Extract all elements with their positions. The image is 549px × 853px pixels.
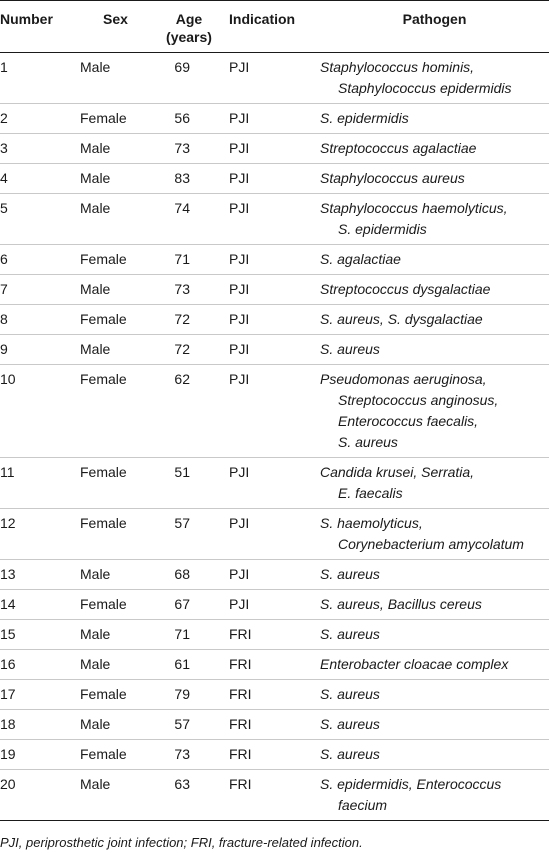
pathogen-line: Staphylococcus haemolyticus, xyxy=(320,200,508,216)
table-row xyxy=(0,365,549,458)
cell-indication: PJI xyxy=(229,281,250,297)
cell-pathogen xyxy=(320,650,549,680)
cell-age: 83 xyxy=(174,170,190,186)
cell-number: 18 xyxy=(0,716,16,732)
cell-age: 63 xyxy=(174,776,190,792)
cell-pathogen xyxy=(320,509,549,560)
cell-pathogen xyxy=(320,194,549,245)
cell-age: 51 xyxy=(174,464,190,480)
cell-pathogen xyxy=(320,590,549,620)
cell-age: 73 xyxy=(174,281,190,297)
table-row xyxy=(0,509,549,560)
pathogen-line: S. aureus xyxy=(320,566,380,582)
cell-sex: Female xyxy=(80,515,127,531)
header-sex: Sex xyxy=(103,11,128,27)
table-row xyxy=(0,104,549,134)
cell-indication: PJI xyxy=(229,464,250,480)
table-row xyxy=(0,590,549,620)
table-row xyxy=(0,335,549,365)
pathogen-line: Enterobacter cloacae complex xyxy=(320,656,509,672)
cell-number: 12 xyxy=(0,515,16,531)
cell-sex: Female xyxy=(80,251,127,267)
cell-sex: Female xyxy=(80,311,127,327)
pathogen-line: Streptococcus anginosus, xyxy=(338,392,499,408)
pathogen-line: Streptococcus agalactiae xyxy=(320,140,477,156)
pathogen-line: Streptococcus dysgalactiae xyxy=(320,281,491,297)
cell-indication: PJI xyxy=(229,371,250,387)
pathogen-line: Enterococcus faecalis, xyxy=(338,413,479,429)
cell-number: 15 xyxy=(0,626,16,642)
cell-age: 68 xyxy=(174,566,190,582)
cell-sex: Male xyxy=(80,341,111,357)
cell-number: 9 xyxy=(0,341,8,357)
cell-pathogen xyxy=(320,275,549,305)
cell-number: 19 xyxy=(0,746,16,762)
cell-sex: Male xyxy=(80,626,111,642)
table-footnote: PJI, periprosthetic joint infection; FRI, fracture-related infection. xyxy=(0,835,363,850)
cell-age: 57 xyxy=(174,716,190,732)
cell-number: 17 xyxy=(0,686,16,702)
cell-sex: Female xyxy=(80,464,127,480)
header-indication: Indication xyxy=(229,11,296,27)
cell-age: 71 xyxy=(174,626,190,642)
header-pathogen: Pathogen xyxy=(402,11,467,27)
pathogen-line: S. epidermidis, Enterococcus xyxy=(320,776,502,792)
cell-age: 74 xyxy=(174,200,190,216)
cell-number: 20 xyxy=(0,776,16,792)
table-row xyxy=(0,650,549,680)
table-row xyxy=(0,245,549,275)
cell-age: 73 xyxy=(174,140,190,156)
cell-age: 69 xyxy=(174,59,190,75)
pathogen-line: S. aureus xyxy=(320,626,380,642)
cell-sex: Male xyxy=(80,656,111,672)
table-row xyxy=(0,680,549,710)
cell-sex: Male xyxy=(80,170,111,186)
table-row xyxy=(0,710,549,740)
cell-age: 56 xyxy=(174,110,190,126)
cell-pathogen xyxy=(320,458,549,509)
cell-pathogen xyxy=(320,770,549,821)
cell-pathogen xyxy=(320,365,549,458)
cell-indication: PJI xyxy=(229,200,250,216)
cell-number: 14 xyxy=(0,596,16,612)
cell-pathogen xyxy=(320,134,549,164)
pathogen-line: Staphylococcus hominis, xyxy=(320,59,475,75)
cell-age: 61 xyxy=(174,656,190,672)
cell-pathogen xyxy=(320,335,549,365)
pathogen-line: E. faecalis xyxy=(338,485,403,501)
cell-sex: Male xyxy=(80,140,111,156)
pathogen-line: S. epidermidis xyxy=(320,110,409,126)
cell-number: 2 xyxy=(0,110,8,126)
cell-number: 13 xyxy=(0,566,16,582)
cell-number: 3 xyxy=(0,140,8,156)
pathogen-line: S. aureus xyxy=(320,686,380,702)
pathogen-line: S. aureus xyxy=(338,434,398,450)
table-row xyxy=(0,458,549,509)
cell-age: 72 xyxy=(174,341,190,357)
table-row xyxy=(0,164,549,194)
table-row xyxy=(0,560,549,590)
table-row xyxy=(0,194,549,245)
cell-sex: Female xyxy=(80,596,127,612)
cell-age: 72 xyxy=(174,311,190,327)
cell-age: 62 xyxy=(174,371,190,387)
pathogen-line: S. epidermidis xyxy=(338,221,427,237)
pathogen-line: faecium xyxy=(338,797,388,813)
cell-pathogen xyxy=(320,620,549,650)
table-row xyxy=(0,305,549,335)
header-row xyxy=(0,1,549,53)
cell-sex: Female xyxy=(80,686,127,702)
header-age-line2: (years) xyxy=(166,29,212,45)
cell-indication: PJI xyxy=(229,515,250,531)
table-row xyxy=(0,740,549,770)
cell-indication: FRI xyxy=(229,626,252,642)
cell-number: 6 xyxy=(0,251,8,267)
pathogen-line: Corynebacterium amycolatum xyxy=(338,536,524,552)
table-row xyxy=(0,53,549,104)
header-age xyxy=(152,1,226,53)
table-row xyxy=(0,770,549,821)
cell-indication: FRI xyxy=(229,776,252,792)
cell-indication: FRI xyxy=(229,686,252,702)
cell-age: 71 xyxy=(174,251,190,267)
table-row xyxy=(0,134,549,164)
cell-indication: PJI xyxy=(229,110,250,126)
cell-pathogen xyxy=(320,560,549,590)
cell-age: 57 xyxy=(174,515,190,531)
cell-pathogen xyxy=(320,680,549,710)
cell-indication: PJI xyxy=(229,311,250,327)
pathogen-line: S. aureus xyxy=(320,746,380,762)
pathogen-line: S. agalactiae xyxy=(320,251,401,267)
cell-sex: Male xyxy=(80,281,111,297)
cell-number: 11 xyxy=(0,464,15,480)
cell-sex: Male xyxy=(80,776,111,792)
cell-pathogen xyxy=(320,710,549,740)
cell-number: 1 xyxy=(0,59,8,75)
cell-number: 10 xyxy=(0,371,16,387)
cell-age: 79 xyxy=(174,686,190,702)
cell-indication: FRI xyxy=(229,656,252,672)
cell-pathogen xyxy=(320,245,549,275)
cell-indication: FRI xyxy=(229,716,252,732)
table-header xyxy=(0,1,549,53)
pathogen-line: Candida krusei, Serratia, xyxy=(320,464,475,480)
cell-pathogen xyxy=(320,53,549,104)
pathogen-line: S. aureus, Bacillus cereus xyxy=(320,596,482,612)
cell-indication: FRI xyxy=(229,746,252,762)
cell-pathogen xyxy=(320,104,549,134)
header-number: Number xyxy=(0,11,53,27)
cell-pathogen xyxy=(320,305,549,335)
cell-sex: Male xyxy=(80,59,111,75)
cell-indication: PJI xyxy=(229,596,250,612)
cell-sex: Male xyxy=(80,566,111,582)
cell-indication: PJI xyxy=(229,566,250,582)
table-body xyxy=(0,53,549,821)
cell-sex: Female xyxy=(80,746,127,762)
cell-age: 73 xyxy=(174,746,190,762)
cell-sex: Male xyxy=(80,200,111,216)
cell-indication: PJI xyxy=(229,140,250,156)
cell-number: 7 xyxy=(0,281,8,297)
pathogen-line: Staphylococcus epidermidis xyxy=(338,80,512,96)
cell-sex: Male xyxy=(80,716,111,732)
pathogen-line: S. aureus xyxy=(320,341,380,357)
header-age-line1: Age xyxy=(175,11,203,27)
cell-number: 8 xyxy=(0,311,8,327)
pathogen-line: Pseudomonas aeruginosa, xyxy=(320,371,487,387)
cell-number: 5 xyxy=(0,200,8,216)
cell-age: 67 xyxy=(174,596,190,612)
cell-indication: PJI xyxy=(229,341,250,357)
cell-indication: PJI xyxy=(229,251,250,267)
pathogen-line: S. aureus xyxy=(320,716,380,732)
pathogen-line: S. aureus, S. dysgalactiae xyxy=(320,311,483,327)
table-row xyxy=(0,620,549,650)
table-row xyxy=(0,275,549,305)
pathogen-line: S. haemolyticus, xyxy=(320,515,423,531)
cell-indication: PJI xyxy=(229,170,250,186)
cell-number: 4 xyxy=(0,170,8,186)
cell-sex: Female xyxy=(80,371,127,387)
pathogen-line: Staphylococcus aureus xyxy=(320,170,465,186)
cell-sex: Female xyxy=(80,110,127,126)
cell-number: 16 xyxy=(0,656,16,672)
cell-pathogen xyxy=(320,740,549,770)
cell-pathogen xyxy=(320,164,549,194)
cell-indication: PJI xyxy=(229,59,250,75)
